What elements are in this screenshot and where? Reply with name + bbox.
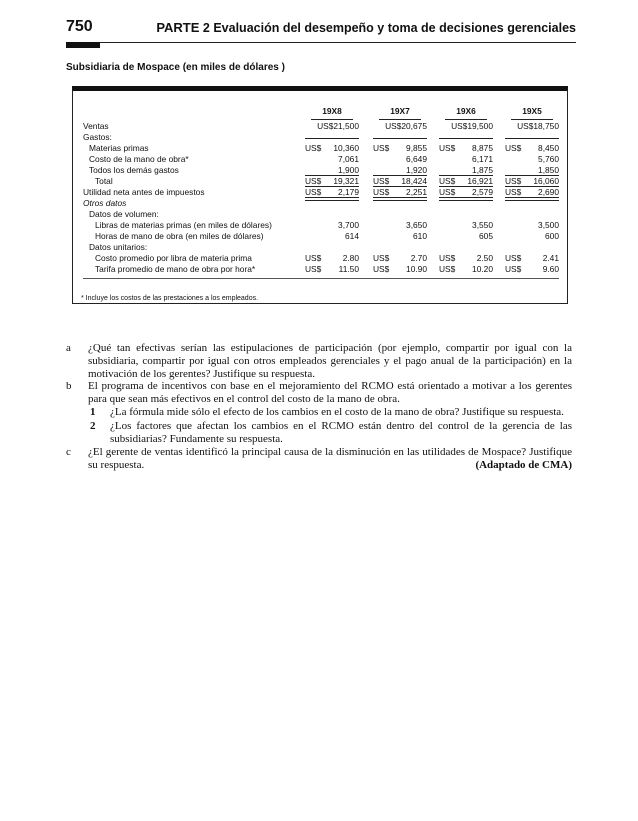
double-rule (373, 197, 427, 201)
table-row (83, 209, 559, 220)
table-row (83, 121, 559, 132)
cell-value: 1,920 (406, 165, 427, 175)
subtotal-rule (505, 175, 559, 176)
table-cell (305, 143, 359, 154)
financial-table-box (72, 86, 568, 304)
cell-value: 600 (545, 231, 559, 241)
cell-value: 2.50 (476, 253, 493, 263)
cell-value: 10.90 (406, 264, 427, 274)
table-footnote: * Incluye los costos de las prestaciones a los empleados. (81, 295, 259, 302)
sales-rule (373, 138, 427, 139)
cell-currency: US$ (505, 187, 522, 197)
cell-value: 2.70 (410, 253, 427, 263)
row-label: Otros datos (83, 198, 127, 208)
total-rule (305, 186, 359, 187)
table-cell (505, 253, 559, 264)
cell-currency: US$ (505, 253, 522, 263)
cell-value: 6,649 (406, 154, 427, 164)
cell-value: 605 (479, 231, 493, 241)
cell-value: 2,579 (472, 187, 493, 197)
cell-value: 1,900 (338, 165, 359, 175)
cell-value: 18,424 (401, 176, 427, 186)
row-label: Materias primas (89, 143, 149, 153)
page-number: 750 (66, 18, 93, 35)
question-b1-text: ¿La fórmula mide sólo el efecto de los cambios en el costo de la mano de obra? Justifique su respuesta. (110, 406, 564, 418)
table-row (83, 242, 559, 253)
column-header: 19X8 (322, 106, 342, 116)
table-cell (439, 264, 493, 275)
part-title: 2 Evaluación del desempeño y toma de decisiones gerenciales (202, 21, 576, 35)
cell-currency: US$ (439, 187, 456, 197)
table-cell (439, 143, 493, 154)
cell-currency: US$ (305, 176, 322, 186)
table-cell (373, 253, 427, 264)
column-header: 19X5 (522, 106, 542, 116)
column-header: 19X7 (390, 106, 410, 116)
table-cell (305, 220, 359, 231)
row-label: Costo de la mano de obra* (89, 154, 189, 164)
cell-value: 2,251 (406, 187, 427, 197)
table-cell (373, 231, 427, 242)
cell-value: 19,321 (333, 176, 359, 186)
cell-value: 2,179 (338, 187, 359, 197)
cell-value: 6,171 (472, 154, 493, 164)
cell-currency: US$ (439, 176, 456, 186)
question-c-mark: c (66, 446, 71, 458)
question-a-mark: a (66, 342, 71, 354)
cell-currency: US$ (373, 176, 390, 186)
table-cell (505, 231, 559, 242)
header-tab-bar (66, 42, 100, 48)
question-c-text (88, 446, 572, 472)
cell-value: US$20,675 (385, 121, 427, 131)
cell-value: 2.80 (342, 253, 359, 263)
cell-value: 16,921 (467, 176, 493, 186)
cell-value: 10.20 (472, 264, 493, 274)
row-label: Gastos: (83, 132, 112, 142)
sales-rule (439, 138, 493, 139)
table-cell (505, 121, 559, 132)
cell-value: US$18,750 (517, 121, 559, 131)
header-rule (66, 42, 576, 43)
question-b2-text: ¿Los factores que afectan los cambios en el RCMO están dentro del control de la gerencia de las subsidiarias? Fundamente su respuesta. (110, 420, 572, 446)
table-row (83, 264, 559, 275)
sales-rule (305, 138, 359, 139)
row-label: Datos de volumen: (89, 209, 159, 219)
source-credit: (Adaptado de CMA) (475, 459, 572, 472)
question-b1-mark: 1 (90, 406, 96, 418)
table-cell (373, 154, 427, 165)
cell-value: 8,450 (538, 143, 559, 153)
table-cell (305, 264, 359, 275)
cell-value: 1,850 (538, 165, 559, 175)
table-row (83, 231, 559, 242)
cell-value: 2,690 (538, 187, 559, 197)
cell-value: 614 (345, 231, 359, 241)
row-label: Costo promedio por libra de materia prima (95, 253, 252, 263)
table-cell (439, 121, 493, 132)
question-b (66, 380, 572, 408)
double-rule (505, 197, 559, 201)
row-label: Horas de mano de obra (en miles de dólares) (95, 231, 264, 241)
table-cell (373, 220, 427, 231)
subtotal-rule (373, 175, 427, 176)
row-label: Datos unitarios: (89, 242, 148, 252)
row-label: Todos los demás gastos (89, 165, 179, 175)
cell-currency: US$ (439, 143, 456, 153)
column-header-rule (511, 119, 553, 120)
table-cell (305, 121, 359, 132)
column-header-rule (445, 119, 487, 120)
part-prefix: PARTE (156, 20, 200, 35)
cell-value: 3,500 (538, 220, 559, 230)
cell-value: 9.60 (542, 264, 559, 274)
running-head (156, 20, 576, 35)
cell-currency: US$ (505, 176, 522, 186)
cell-currency: US$ (373, 187, 390, 197)
cell-currency: US$ (505, 143, 522, 153)
cell-value: 10,360 (333, 143, 359, 153)
cell-value: 9,855 (406, 143, 427, 153)
table-row (83, 154, 559, 165)
question-b2-mark: 2 (90, 420, 96, 432)
table-cell (439, 253, 493, 264)
table-cell (373, 121, 427, 132)
cell-value: 16,060 (533, 176, 559, 186)
cell-currency: US$ (439, 264, 456, 274)
table-cell (373, 143, 427, 154)
cell-currency: US$ (373, 143, 390, 153)
cell-value: 3,700 (338, 220, 359, 230)
cell-value: 8,875 (472, 143, 493, 153)
table-cell (305, 231, 359, 242)
table-cell (373, 264, 427, 275)
cell-value: 3,650 (406, 220, 427, 230)
sales-rule (505, 138, 559, 139)
page-header (66, 18, 576, 40)
table-bottom-rule (83, 278, 559, 279)
cell-currency: US$ (439, 253, 456, 263)
cell-value: 7,061 (338, 154, 359, 164)
row-label: Total (95, 176, 113, 186)
subtotal-rule (305, 175, 359, 176)
cell-currency: US$ (373, 253, 390, 263)
cell-value: 11.50 (338, 264, 359, 274)
total-rule (373, 186, 427, 187)
column-header-rule (311, 119, 353, 120)
subtotal-rule (439, 175, 493, 176)
cell-currency: US$ (305, 264, 322, 274)
question-b1 (66, 406, 572, 420)
table-row (83, 253, 559, 264)
column-header: 19X6 (456, 106, 476, 116)
column-header-rule (379, 119, 421, 120)
cell-value: US$21,500 (317, 121, 359, 131)
table-title: Subsidiaria de Mospace (en miles de dólares ) (66, 62, 285, 73)
cell-value: 1,875 (472, 165, 493, 175)
question-b-text: El programa de incentivos con base en el mejoramiento del RCMO está orientado a motivar a los gerentes para que sean más efectivos en el control del costo de la mano de obra. (88, 380, 572, 406)
table-cell (439, 220, 493, 231)
table-cell (505, 220, 559, 231)
question-c-body: ¿El gerente de ventas identificó la principal causa de la disminución en las utilidades de Mospace? Justifique su respuesta. (88, 446, 572, 472)
question-a (66, 342, 572, 382)
cell-currency: US$ (373, 264, 390, 274)
question-a-text: ¿Qué tan efectivas serían las estipulaciones de participación (por ejemplo, compartir por igual con la subsidiaria, compartir por igual con otros empleados gerenciales y el pago anual de la participación) en la motivación de los gerentes? Justifique su respuesta. (88, 342, 572, 381)
cell-currency: US$ (505, 264, 522, 274)
question-c (66, 446, 572, 474)
cell-currency: US$ (305, 187, 322, 197)
cell-value: 610 (413, 231, 427, 241)
table-row (83, 143, 559, 154)
table-cell (439, 231, 493, 242)
question-b2 (66, 420, 572, 448)
table-cell (505, 154, 559, 165)
double-rule (439, 197, 493, 201)
question-b-mark: b (66, 380, 72, 392)
row-label: Tarifa promedio de mano de obra por hora* (95, 264, 256, 274)
cell-currency: US$ (305, 253, 322, 263)
table-row (83, 220, 559, 231)
row-label: Utilidad neta antes de impuestos (83, 187, 205, 197)
row-label: Ventas (83, 121, 109, 131)
table-cell (505, 143, 559, 154)
cell-value: 2.41 (542, 253, 559, 263)
table-cell (305, 253, 359, 264)
table-cell (505, 264, 559, 275)
cell-value: US$19,500 (451, 121, 493, 131)
cell-value: 5,760 (538, 154, 559, 164)
total-rule (505, 186, 559, 187)
row-label: Libras de materias primas (en miles de dólares) (95, 220, 272, 230)
cell-currency: US$ (305, 143, 322, 153)
cell-value: 3,550 (472, 220, 493, 230)
total-rule (439, 186, 493, 187)
table-cell (439, 154, 493, 165)
table-cell (305, 154, 359, 165)
double-rule (305, 197, 359, 201)
